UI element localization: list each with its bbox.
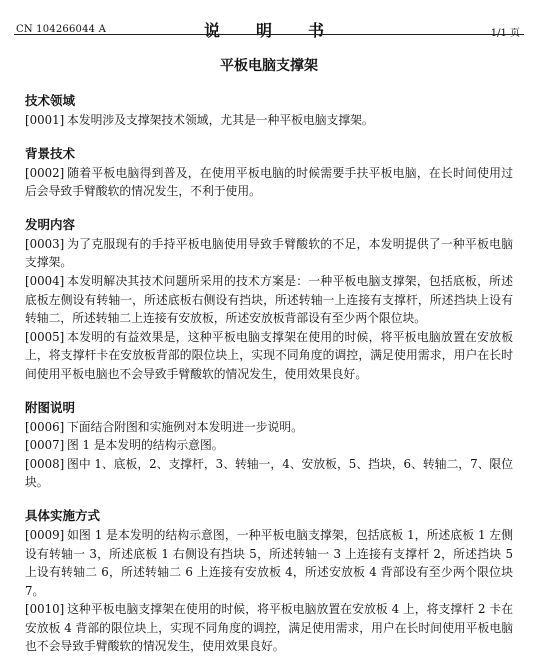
paragraph-text: 这种平板电脑支撑架在使用的时候，将平板电脑放置在安放板 4 上，将支撑杆 2 卡在安放板 4 背部的限位块上，实现不同角度的调控，满足使用需求，用户在长时间使用平板电脑也不会导致手臂酸软的情况发生，使用效果良好。 [25,602,513,654]
paragraph-0002 [25,164,513,201]
paragraph-text: 本发明的有益效果是，这种平板电脑支撑架在使用的时候，将平板电脑放置在安放板上，将支撑杆卡在安放板背部的限位块上，实现不同角度的调控，满足使用需求，用户在长时间使用平板电脑也不会导致手臂酸软的情况发生，使用效果良好。 [25,329,513,381]
paragraph-number: [0008] [25,456,65,471]
paragraph-0004 [25,272,513,328]
paragraph-number: [0005] [25,329,65,344]
paragraph-number: [0003] [25,236,65,251]
paragraph-number: [0009] [25,527,65,542]
paragraph-text: 为了克服现有的手持平板电脑使用导致手臂酸软的不足，本发明提供了一种平板电脑支撑架。 [25,236,513,270]
paragraph-0001 [25,111,513,130]
paragraph-text: 图 1 是本发明的结构示意图。 [67,438,224,453]
page-info: 1/1 页 [490,28,520,39]
header-rule [14,34,524,35]
paragraph-number: [0010] [25,602,65,617]
paragraph-text: 如图 1 是本发明的结构示意图，一种平板电脑支撑架，包括底板 1，所述底板 1 左侧设有转轴一 3，所述底板 1 右侧设有挡块 5，所述转轴一 3 上连接有支撑杆 2，所述挡块 5 上设有转轴二 6，所述转轴二 6 上连接有安放板 4，所述安放板 4 背部设有至少两个限位块 7。 [25,527,513,598]
section-heading: 具体实施方式 [25,507,101,523]
paragraph-0008 [25,455,513,492]
paragraph-text: 下面结合附图和实施例对本发明进一步说明。 [67,419,303,434]
paragraph-number: [0002] [25,165,65,180]
paragraph-text: 本发明涉及支撑架技术领域，尤其是一种平板电脑支撑架。 [67,113,374,127]
paragraph-0010 [25,600,513,656]
document-body [25,90,513,656]
doc-type: 说 明 书 [203,21,334,40]
paragraph-number: [0001] [25,113,65,127]
document-title: 平板电脑支撑架 [220,58,318,74]
paragraph-number: [0004] [25,273,65,288]
section-heading: 背景技术 [25,145,76,161]
paragraph-text: 图中 1、底板，2、支撑杆，3、转轴一，4、安放板，5、挡块，6、转轴二，7、限位块。 [25,456,513,490]
paragraph-text: 随着平板电脑得到普及，在使用平板电脑的时候需要手扶平板电脑，在长时间使用过后会导致手臂酸软的情况发生，不利于使用。 [25,165,513,199]
section-heading: 技术领域 [25,93,76,108]
paragraph-0007 [25,436,513,455]
doc-number: CN 104266044 A [16,24,107,35]
paragraph-0005 [25,328,513,384]
paragraph-text: 本发明解决其技术问题所采用的技术方案是：一种平板电脑支撑架，包括底板，所述底板左侧设有转轴一，所述底板右侧设有挡块，所述转轴一上连接有支撑杆，所述挡块上设有转轴二，所述转轴二上连接有安放板，所述安放板背部设有至少两个限位块。 [25,273,513,326]
paragraph-number: [0006] [25,419,65,434]
section-heading: 发明内容 [25,216,76,232]
paragraph-0006 [25,418,513,437]
paragraph-0009 [25,526,513,600]
paragraph-number: [0007] [25,438,65,453]
paragraph-0003 [25,235,513,272]
section-heading: 附图说明 [25,399,76,415]
